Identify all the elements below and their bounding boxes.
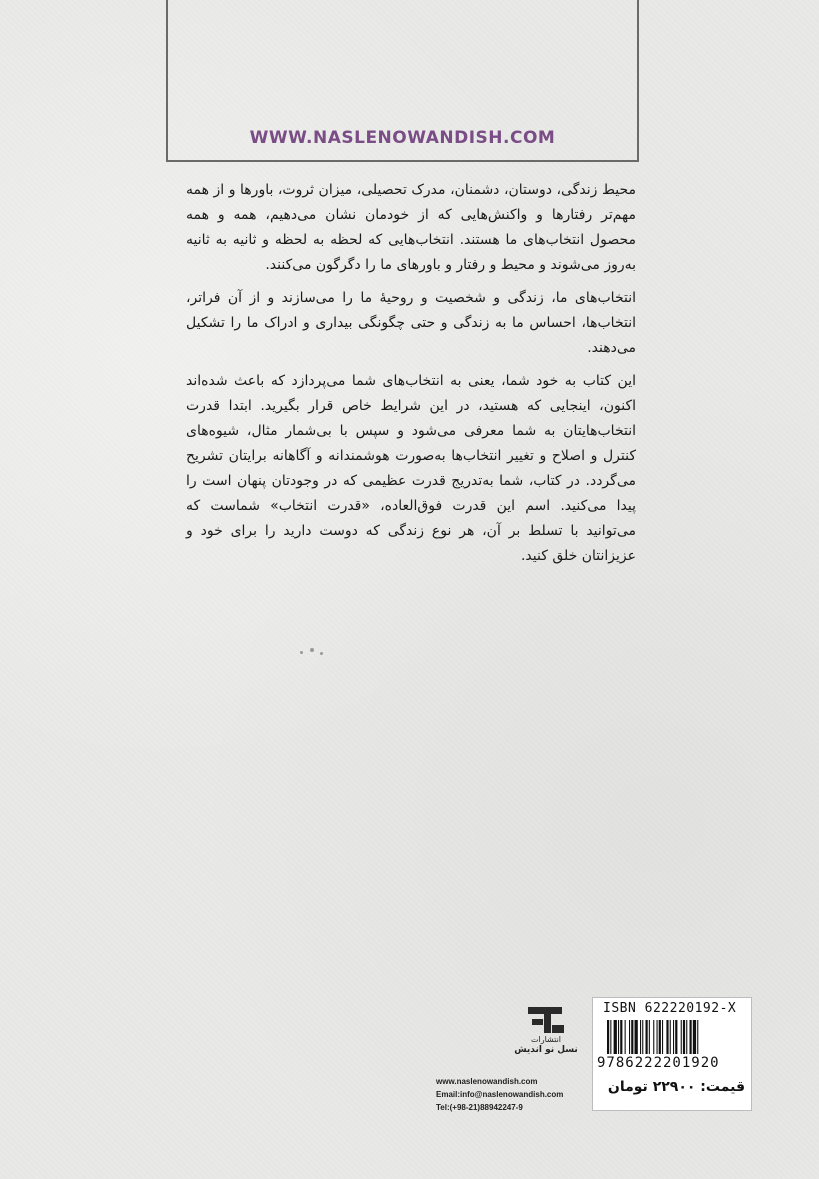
barcode-bar	[670, 1020, 671, 1054]
publisher-tel: Tel:(+98-21)88942247-9	[436, 1103, 523, 1112]
barcode-bar	[631, 1020, 633, 1054]
paper-specks	[300, 648, 330, 658]
barcode-bar	[625, 1020, 626, 1054]
publisher-logo	[514, 1005, 578, 1065]
barcode-bar	[620, 1020, 622, 1054]
barcode-bar	[640, 1020, 641, 1054]
barcode-bar	[653, 1020, 654, 1054]
barcode-bar	[646, 1020, 648, 1054]
barcode-bar	[681, 1020, 682, 1054]
barcode-bar	[649, 1020, 650, 1054]
barcode-bar	[642, 1020, 643, 1054]
barcode-bar	[657, 1020, 658, 1054]
barcode-bar	[629, 1020, 630, 1054]
publisher-label: انتشارات	[530, 1035, 562, 1044]
barcode-bar	[659, 1020, 661, 1054]
publisher-website: www.naslenowandish.com	[436, 1077, 538, 1086]
barcode-bar	[618, 1020, 619, 1054]
barcode-bar	[614, 1020, 617, 1054]
barcode-bar	[683, 1020, 685, 1054]
isbn-number: ISBN 622220192-X	[603, 1001, 737, 1016]
barcode-bar	[635, 1020, 638, 1054]
barcode-bar	[697, 1020, 698, 1054]
publisher-name: نسل نو اندیش	[514, 1045, 578, 1055]
barcode-bar	[662, 1020, 663, 1054]
description-paragraph-3: این کتاب به خود شما، یعنی به انتخاب‌های شما می‌پردازد که باعث شده‌اند اکنون، اینجایی که هستید، در این شرایط خاص قرار بگیرید. ابتدا قدرت انتخاب‌هایتان به شما معرفی می‌شود و سپس با بی‌شمار مثال، شیوه‌های کنترل و اصلاح و تغییر انتخاب‌ها به‌صورت هوشمندانه و آگاهانه برایتان تشریح می‌گردد. در کتاب، شما به‌تدریج قدرت عظیمی که در وجودتان پنهان است را پیدا می‌کنید. اسم این قدرت فوق‌العاده، «قدرت انتخاب» شماست که می‌توانید با تسلط بر آن، هر نوع زندگی که دوست دارید را برای خود و عزیزانتان خلق کنید.	[186, 373, 636, 564]
barcode-digits: 9786222201920	[597, 1055, 720, 1071]
price-label: قیمت: ۲۲۹۰۰ تومان	[607, 1079, 745, 1095]
website-heading: WWW.NASLENOWANDISH.COM	[249, 128, 556, 148]
isbn-barcode-label	[592, 997, 752, 1111]
barcode-bar	[675, 1020, 677, 1054]
publisher-contact	[436, 1075, 586, 1114]
description-paragraph-2: انتخاب‌های ما، زندگی و شخصیت و روحیهٔ ما را می‌سازند و از آن فراتر، انتخاب‌ها، احساس ما به زندگی و حتی چگونگی بیداری و ادراک ما را تشکیل می‌دهند.	[186, 290, 636, 356]
barcode-bar	[673, 1020, 674, 1054]
frame-bottom-line	[166, 160, 639, 162]
description-paragraph-1: محیط زندگی، دوستان، دشمنان، مدرک تحصیلی، میزان ثروت، باورها و از همه مهم‌تر رفتارها و واکنش‌هایی که از خودمان نشان می‌دهیم، همه و همه محصول انتخاب‌های ما هستند. انتخاب‌هایی که لحظه به لحظه و ثانیه به ثانیه به‌روز می‌شوند و محیط و رفتار و باورهای ما را دگرگون می‌کنند.	[186, 182, 636, 273]
barcode-bar	[690, 1020, 692, 1054]
barcode-bar	[607, 1020, 609, 1054]
barcode-icon	[607, 1020, 737, 1054]
barcode-bar	[686, 1020, 687, 1054]
barcode-bar	[693, 1020, 696, 1054]
publisher-email: Email:info@naslenowandish.com	[436, 1090, 564, 1099]
barcode-bar	[666, 1020, 668, 1054]
back-cover-description	[186, 178, 636, 577]
publisher-emblem-icon	[526, 1005, 566, 1035]
barcode-bar	[610, 1020, 611, 1054]
